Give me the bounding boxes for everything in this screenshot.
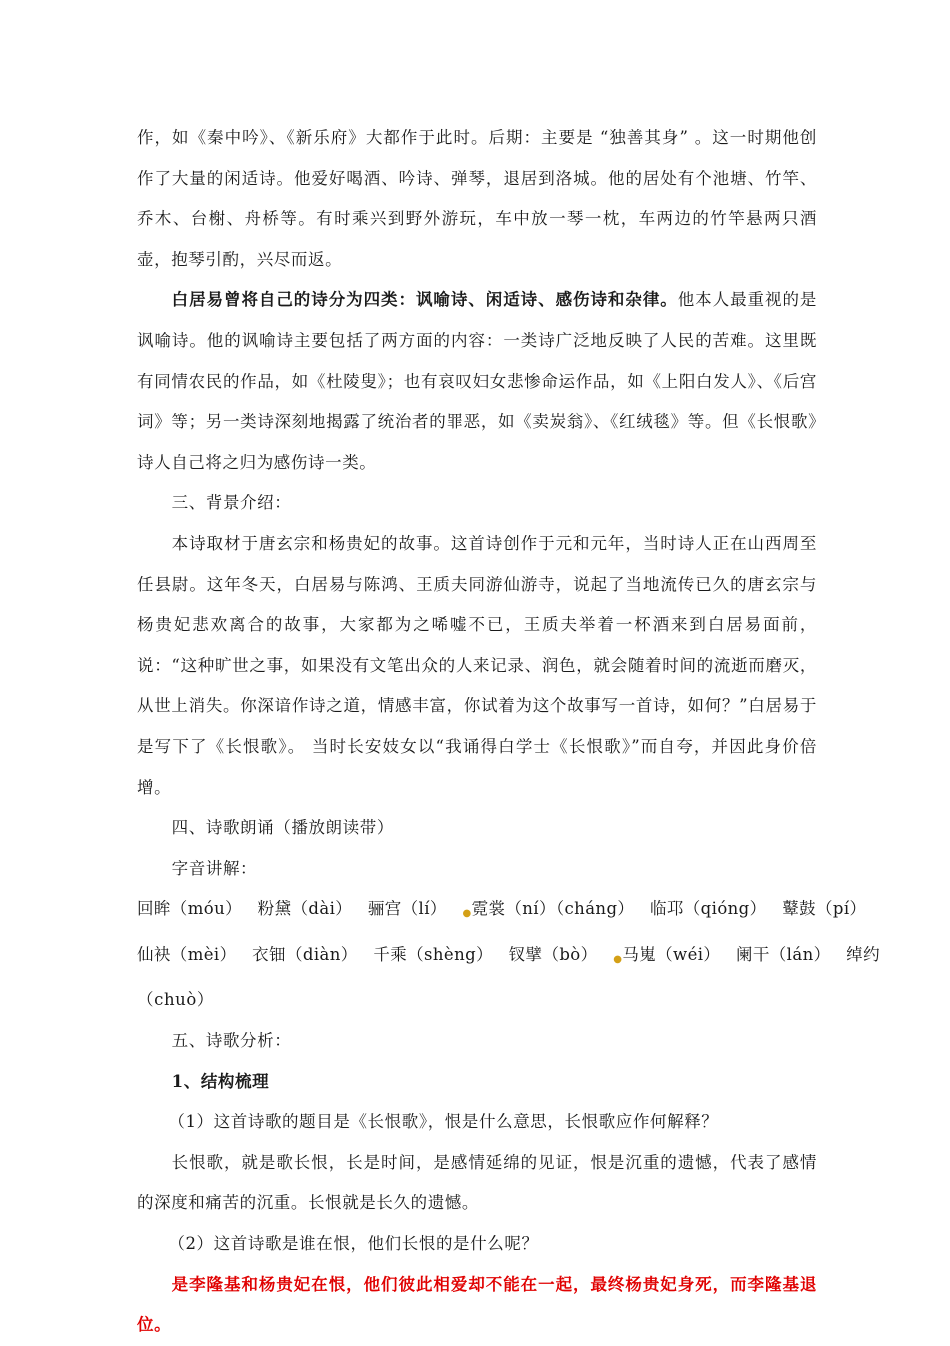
pron-item: 钗擘（bò） [508,944,598,964]
pron-item: 马嵬（wéi） [622,944,721,964]
pronunciation-line-3: （chuò） [137,990,215,1010]
paragraph-poem-categories [137,280,817,483]
pron-item: 衣钿（diàn） [252,944,358,964]
paragraph-late-period: 作，如《秦中吟》、《新乐府》大都作于此时。后期：主要是 “独善其身” 。这一时期他创作了大量的闲适诗。他爱好喝酒、吟诗、弹琴，退居到洛城。他的居处有个池塘、竹竿、乔木、台榭、舟桥等。有时乘兴到野外游玩，车中放一琴一枕，车两边的竹竿悬两只酒壶，抱琴引酌，兴尽而返。 [137,128,817,269]
dot-mark-icon: ● [462,908,472,920]
pron-item: 临邛（qióng） [649,899,767,919]
poem-categories-detail: 他本人最重视的是讽喻诗。他的讽喻诗主要包括了两方面的内容：一类诗广泛地反映了人民的苦难。这里既有同情农民的作品，如《杜陵叟》；也有哀叹妇女悲惨命运作品，如《上阳白发人》、《后宫词》等；另一类诗深刻地揭露了统治者的罪恶，如《卖炭翁》、《红绒毯》等。但《长恨歌》诗人自己将之归为感伤诗一类。 [137,290,817,472]
document-body [137,118,880,1346]
section-heading-analysis: 五、诗歌分析： [171,1031,292,1051]
answer-1: 长恨歌，就是歌长恨，长是时间，是感情延绵的见证，恨是沉重的遗憾，代表了感情的深度和痛苦的沉重。长恨就是长久的遗憾。 [137,1152,817,1213]
answer-2: 是李隆基和杨贵妃在恨，他们彼此相爱却不能在一起，最终杨贵妃身死，而李隆基退位。 [137,1274,817,1335]
subsection-heading-structure: 1、结构梳理 [171,1071,270,1091]
section-heading-recitation: 四、诗歌朗诵（播放朗读带） [171,818,394,838]
pronunciation-line-1 [137,889,867,935]
pronunciation-title: 字音讲解： [171,858,258,878]
pron-item: 阑干（lán） [735,944,831,964]
pron-item: 骊宫（lí） [367,899,447,919]
pron-item: 鼙鼓（pí） [782,899,867,919]
poem-categories-highlight: 白居易曾将自己的诗分为四类：讽喻诗、闲适诗、感伤诗和杂律。 [171,290,678,310]
question-2: （2）这首诗歌是谁在恨，他们长恨的是什么呢？ [168,1234,539,1254]
pron-item: 粉黛（dài） [257,899,353,919]
pron-item: 仙袂（mèi） [137,944,237,964]
pron-item: 绰约 [846,944,880,964]
dot-mark-icon: ● [613,953,623,965]
question-1: （1）这首诗歌的题目是《长恨歌》，恨是什么意思，长恨歌应作何解释？ [168,1112,719,1132]
pron-item: 回眸（móu） [137,899,243,919]
pron-item: 千乘（shèng） [373,944,493,964]
pronunciation-line-2 [137,935,880,981]
section-heading-background: 三、背景介绍： [171,493,292,513]
paragraph-background: 本诗取材于唐玄宗和杨贵妃的故事。这首诗创作于元和元年，当时诗人正在山西周至任县尉。这年冬天，白居易与陈鸿、王质夫同游仙游寺，说起了当地流传已久的唐玄宗与杨贵妃悲欢离合的故事，大家都为之唏嘘不已，王质夫举着一杯酒来到白居易面前，说：“这种旷世之事，如果没有文笔出众的人来记录、润色，就会随着时间的流逝而磨灭，从世上消失。你深谙作诗之道，情感丰富，你试着为这个故事写一首诗，如何？”白居易于是写下了《长恨歌》。 当时长安妓女以“我诵得白学士《长恨歌》”而自夸，并因此身价倍增。 [137,533,817,797]
pron-item: 霓裳（ní）（cháng） [471,899,635,919]
